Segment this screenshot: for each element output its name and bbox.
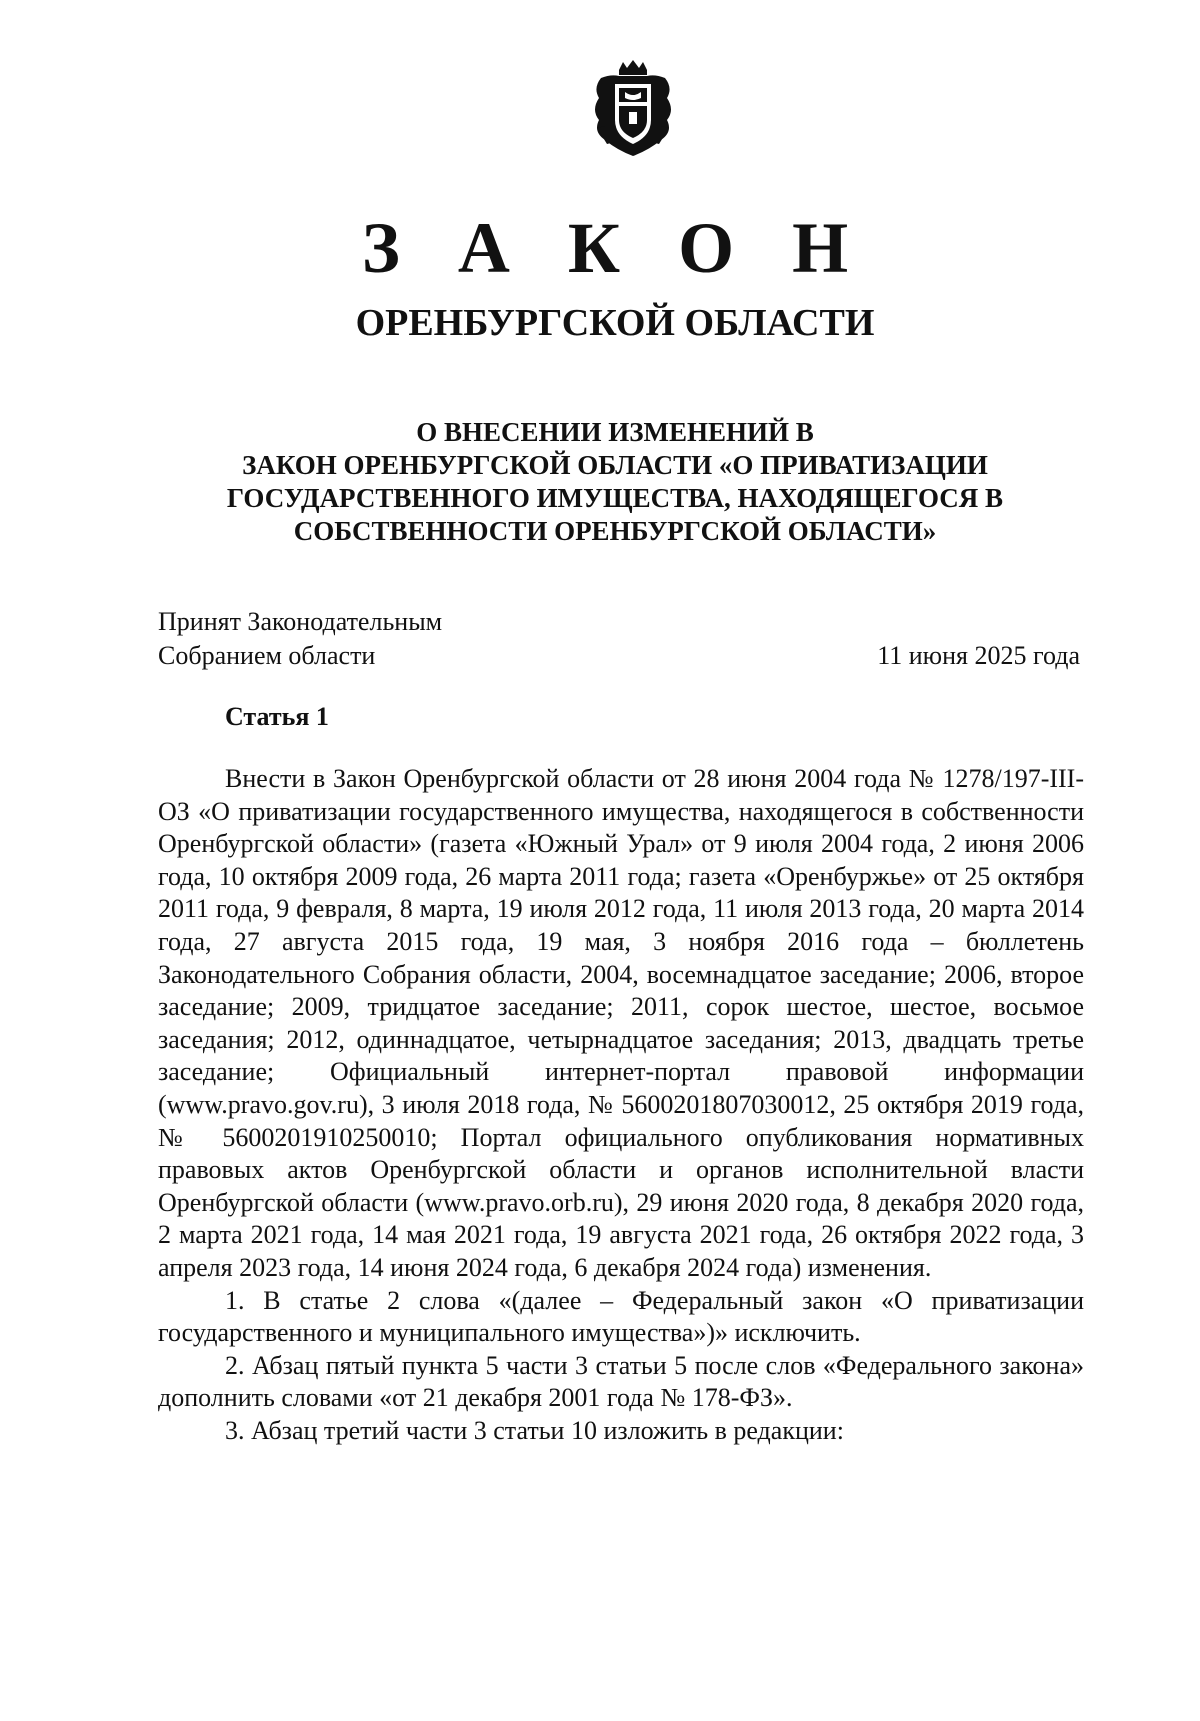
- article-body: [158, 763, 1084, 1447]
- article-paragraph: 3. Абзац третий части 3 статьи 10 изложить в редакции:: [225, 1415, 844, 1445]
- law-heading-line: ГОСУДАРСТВЕННОГО ИМУЩЕСТВА, НАХОДЯЩЕГОСЯ В: [226, 483, 1004, 513]
- article-title: Статья 1: [225, 702, 329, 731]
- law-heading-line: О ВНЕСЕНИИ ИЗМЕНЕНИЙ В: [416, 417, 814, 447]
- adopted-by: [158, 605, 442, 673]
- law-heading-line: ЗАКОН ОРЕНБУРГСКОЙ ОБЛАСТИ «О ПРИВАТИЗАЦИИ: [242, 450, 988, 480]
- adopted-line: Принят Законодательным: [158, 607, 443, 636]
- adoption-date: 11 июня 2025 года: [877, 641, 1080, 670]
- article-paragraph: 1. В статье 2 слова «(далее – Федеральный закон «О приватизации государственного и муниципального имущества»)» исключить.: [158, 1285, 1084, 1348]
- document-region: ОРЕНБУРГСКОЙ ОБЛАСТИ: [355, 302, 875, 344]
- law-heading: [0, 416, 1200, 548]
- article-paragraph: Внести в Закон Оренбургской области от 28 июня 2004 года № 1278/197-III-ОЗ «О приватизации государственного имущества, находящегося в собственности Оренбургской области» (газета «Южный Урал» от 9 июля 2004 года, 2 июня 2006 года, 10 октября 2009 года, 26 марта 2011 года; газета «Оренбуржье» от 25 октября 2011 года, 9 февраля, 8 марта, 19 июля 2012 года, 11 июля 2013 года, 20 марта 2014 года, 27 августа 2015 года, 19 мая, 3 ноября 2016 года – бюллетень Законодательного Собрания области, 2004, восемнадцатое заседание; 2006, второе заседание; 2009, тридцатое заседание; 2011, сорок шестое, шестое, восьмое заседания; 2012, одиннадцатое, четырнадцатое заседания; 2013, двадцать третье заседание; Официальный интернет-портал правовой информации (www.pravo.gov.ru), 3 июля 2018 года, № 5600201807030012, 25 октября 2019 года, № 5600201910250010; Портал официального опубликования нормативных правовых актов Оренбургской области и органов исполнительной власти Оренбургской области (www.pravo.orb.ru), 29 июня 2020 года, 8 декабря 2020 года, 2 марта 2021 года, 14 мая 2021 года, 19 августа 2021 года, 26 октября 2022 года, 3 апреля 2023 года, 14 июня 2024 года, 6 декабря 2024 года) изменения.: [158, 764, 1084, 1282]
- document-title: З А К О Н: [361, 208, 869, 288]
- adopted-line: Собранием области: [158, 641, 376, 670]
- article-paragraph: 2. Абзац пятый пункта 5 части 3 статьи 5 после слов «Федерального закона» дополнить словами «от 21 декабря 2001 года № 178-ФЗ».: [158, 1350, 1084, 1413]
- coat-of-arms-emblem: [589, 58, 677, 158]
- law-heading-line: СОБСТВЕННОСТИ ОРЕНБУРГСКОЙ ОБЛАСТИ»: [293, 516, 937, 546]
